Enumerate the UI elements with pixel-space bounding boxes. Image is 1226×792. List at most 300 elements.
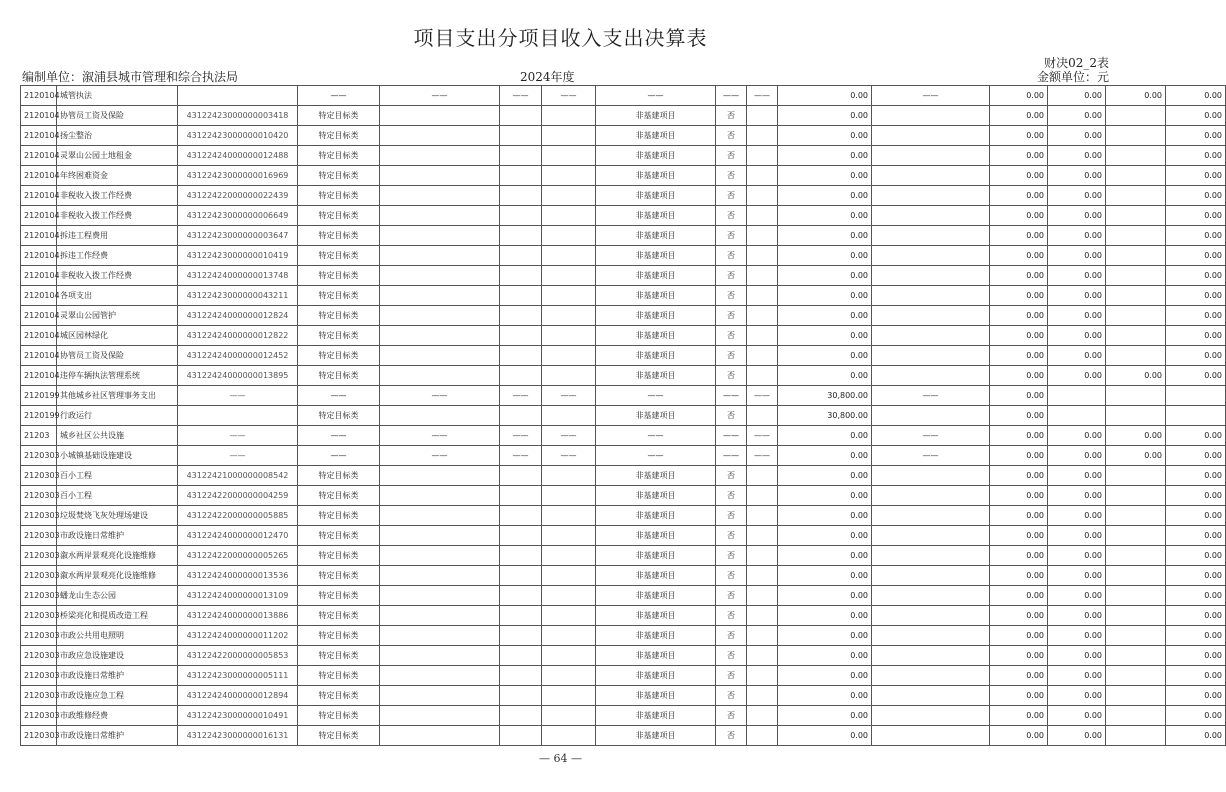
row-dash [747, 146, 778, 166]
row-value: 0.00 [990, 146, 1048, 166]
row-category: 特定目标类 [298, 686, 380, 706]
row-dash [747, 106, 778, 126]
row-dash [747, 546, 778, 566]
reporting-unit: 编制单位：溆浦县城市管理和综合执法局 [22, 70, 239, 84]
row-dash [747, 266, 778, 286]
row-amount: 0.00 [778, 446, 872, 466]
row-value [1106, 706, 1166, 726]
row-dash [380, 346, 500, 366]
row-code: 2120199 [21, 406, 57, 426]
table-row [21, 226, 1226, 246]
table-row [21, 686, 1226, 706]
row-dash [500, 366, 542, 386]
row-dash [747, 346, 778, 366]
row-dash [380, 706, 500, 726]
row-dash [500, 646, 542, 666]
row-dash [747, 306, 778, 326]
row-name: 百小工程 [57, 486, 178, 506]
row-amount: 0.00 [778, 346, 872, 366]
expenditure-table [20, 85, 1226, 746]
row-dash [542, 166, 596, 186]
row-code: 2120303 [21, 546, 57, 566]
row-dash [380, 306, 500, 326]
row-value: 0.00 [1166, 586, 1226, 606]
row-dash [500, 206, 542, 226]
table-row [21, 426, 1226, 446]
row-flag: 否 [716, 706, 747, 726]
row-category: —— [298, 426, 380, 446]
row-value: 0.00 [1048, 246, 1106, 266]
row-name: 年终困难资金 [57, 166, 178, 186]
row-value: 0.00 [1166, 726, 1226, 746]
row-name: 非税收入拨工作经费 [57, 206, 178, 226]
table-row [21, 266, 1226, 286]
row-project-id: 43122423000000003418 [178, 106, 298, 126]
row-project-id: 43122424000000013886 [178, 606, 298, 626]
row-dash [872, 646, 990, 666]
row-dash [380, 486, 500, 506]
row-value [1106, 146, 1166, 166]
row-dash [872, 666, 990, 686]
row-category: 特定目标类 [298, 126, 380, 146]
row-dash [542, 226, 596, 246]
row-project-id: 43122423000000010491 [178, 706, 298, 726]
row-value [1106, 566, 1166, 586]
row-project-type: 非基建项目 [596, 246, 716, 266]
row-category: —— [298, 86, 380, 106]
row-dash [747, 466, 778, 486]
row-code: 2120303 [21, 586, 57, 606]
row-project-id: —— [178, 446, 298, 466]
row-dash [872, 626, 990, 646]
row-dash [747, 286, 778, 306]
row-project-type: 非基建项目 [596, 206, 716, 226]
table-row [21, 486, 1226, 506]
row-code: 2120303 [21, 486, 57, 506]
row-value: 0.00 [1166, 706, 1226, 726]
row-code: 2120104 [21, 286, 57, 306]
row-value [1106, 546, 1166, 566]
row-name: 百小工程 [57, 466, 178, 486]
row-value: 0.00 [1048, 146, 1106, 166]
row-value: 0.00 [1048, 286, 1106, 306]
row-code: 2120303 [21, 726, 57, 746]
row-code: 2120104 [21, 306, 57, 326]
row-code: 2120104 [21, 86, 57, 106]
row-name: 违停车辆执法管理系统 [57, 366, 178, 386]
row-code: 2120303 [21, 526, 57, 546]
row-value: 0.00 [1166, 366, 1226, 386]
row-project-id: 43122422000000005853 [178, 646, 298, 666]
row-amount: 0.00 [778, 186, 872, 206]
row-dash: —— [542, 386, 596, 406]
row-value [1166, 386, 1226, 406]
row-amount: 0.00 [778, 426, 872, 446]
row-amount: 0.00 [778, 86, 872, 106]
row-flag: 否 [716, 666, 747, 686]
row-dash: —— [500, 426, 542, 446]
row-dash [872, 206, 990, 226]
row-dash [380, 646, 500, 666]
row-amount: 0.00 [778, 266, 872, 286]
row-project-type: 非基建项目 [596, 106, 716, 126]
row-dash [872, 706, 990, 726]
row-value: 0.00 [990, 606, 1048, 626]
row-dash [872, 326, 990, 346]
table-row [21, 726, 1226, 746]
row-dash [747, 706, 778, 726]
row-dash [872, 546, 990, 566]
row-project-id: 43122422000000005885 [178, 506, 298, 526]
row-value: 0.00 [1166, 326, 1226, 346]
row-value: 0.00 [1048, 86, 1106, 106]
row-amount: 0.00 [778, 246, 872, 266]
row-flag: 否 [716, 266, 747, 286]
row-dash [500, 626, 542, 646]
row-dash [380, 466, 500, 486]
row-project-type: —— [596, 86, 716, 106]
row-code: 2120104 [21, 226, 57, 246]
row-code: 2120303 [21, 566, 57, 586]
row-dash [380, 506, 500, 526]
row-code: 2120104 [21, 346, 57, 366]
row-dash [747, 506, 778, 526]
row-code: 2120104 [21, 166, 57, 186]
row-amount: 0.00 [778, 626, 872, 646]
row-name: 协管员工资及保险 [57, 346, 178, 366]
row-dash [542, 546, 596, 566]
row-amount: 0.00 [778, 546, 872, 566]
row-value: 0.00 [1166, 486, 1226, 506]
row-dash: —— [500, 86, 542, 106]
row-amount: 0.00 [778, 466, 872, 486]
row-dash [380, 586, 500, 606]
row-value [1106, 646, 1166, 666]
row-dash [747, 526, 778, 546]
row-value: 0.00 [990, 306, 1048, 326]
row-value: 0.00 [990, 706, 1048, 726]
row-amount: 0.00 [778, 586, 872, 606]
row-project-type: 非基建项目 [596, 326, 716, 346]
row-flag: 否 [716, 206, 747, 226]
row-dash: —— [872, 426, 990, 446]
table-row [21, 206, 1226, 226]
row-project-type: 非基建项目 [596, 126, 716, 146]
row-value: 0.00 [990, 666, 1048, 686]
row-dash [542, 566, 596, 586]
row-value: 0.00 [1166, 546, 1226, 566]
row-flag: 否 [716, 226, 747, 246]
row-dash [542, 286, 596, 306]
row-project-type: 非基建项目 [596, 306, 716, 326]
row-value: 0.00 [990, 686, 1048, 706]
row-value: 0.00 [1048, 426, 1106, 446]
row-dash [747, 566, 778, 586]
row-dash [872, 146, 990, 166]
row-category: 特定目标类 [298, 406, 380, 426]
table-row [21, 666, 1226, 686]
row-dash [380, 666, 500, 686]
row-value: 0.00 [1166, 146, 1226, 166]
row-project-id: 43122424000000012894 [178, 686, 298, 706]
row-project-id: 43122424000000013536 [178, 566, 298, 586]
row-dash [500, 166, 542, 186]
row-name: 行政运行 [57, 406, 178, 426]
row-value: 0.00 [990, 266, 1048, 286]
row-dash [542, 146, 596, 166]
row-name: 桥梁亮化和提质改造工程 [57, 606, 178, 626]
row-dash [872, 286, 990, 306]
row-dash [872, 606, 990, 626]
table-row [21, 126, 1226, 146]
row-category: 特定目标类 [298, 366, 380, 386]
row-flag: 否 [716, 726, 747, 746]
row-category: 特定目标类 [298, 546, 380, 566]
row-flag: 否 [716, 166, 747, 186]
row-dash [380, 726, 500, 746]
row-dash [380, 626, 500, 646]
row-dash: —— [380, 426, 500, 446]
row-value: 0.00 [1048, 446, 1106, 466]
row-name: 小城镇基础设施建设 [57, 446, 178, 466]
row-name: 协管员工资及保险 [57, 106, 178, 126]
row-project-id: 43122423000000006649 [178, 206, 298, 226]
row-value: 0.00 [1166, 626, 1226, 646]
row-dash [500, 586, 542, 606]
row-project-type: 非基建项目 [596, 526, 716, 546]
table-row [21, 586, 1226, 606]
row-project-id: 43122424000000012470 [178, 526, 298, 546]
row-value: 0.00 [1048, 206, 1106, 226]
row-dash [380, 126, 500, 146]
row-flag: 否 [716, 286, 747, 306]
row-value [1106, 286, 1166, 306]
row-dash: —— [747, 426, 778, 446]
row-code: 2120104 [21, 206, 57, 226]
row-value: 0.00 [990, 406, 1048, 426]
row-project-type: 非基建项目 [596, 626, 716, 646]
row-flag: 否 [716, 566, 747, 586]
row-dash [872, 246, 990, 266]
row-project-type: 非基建项目 [596, 186, 716, 206]
row-dash [500, 346, 542, 366]
row-category: 特定目标类 [298, 726, 380, 746]
row-value: 0.00 [1166, 686, 1226, 706]
row-value: 0.00 [990, 446, 1048, 466]
row-project-type: 非基建项目 [596, 726, 716, 746]
row-flag: 否 [716, 406, 747, 426]
row-dash [747, 126, 778, 146]
row-amount: 0.00 [778, 686, 872, 706]
row-name: 市政设施日常维护 [57, 726, 178, 746]
row-category: 特定目标类 [298, 526, 380, 546]
row-amount: 0.00 [778, 146, 872, 166]
row-name: 拆违工程费用 [57, 226, 178, 246]
row-category: 特定目标类 [298, 186, 380, 206]
row-dash [380, 206, 500, 226]
row-dash [747, 186, 778, 206]
row-project-type: 非基建项目 [596, 266, 716, 286]
table-row [21, 386, 1226, 406]
table-row [21, 346, 1226, 366]
row-dash [872, 126, 990, 146]
row-dash [747, 726, 778, 746]
row-flag: 否 [716, 306, 747, 326]
row-dash: —— [380, 446, 500, 466]
row-dash [542, 626, 596, 646]
row-dash [380, 366, 500, 386]
row-flag: —— [716, 86, 747, 106]
row-project-type: 非基建项目 [596, 606, 716, 626]
row-value: 0.00 [1048, 186, 1106, 206]
row-value: 0.00 [1048, 126, 1106, 146]
row-value: 0.00 [1166, 246, 1226, 266]
row-dash [872, 686, 990, 706]
row-dash: —— [380, 386, 500, 406]
row-dash [542, 646, 596, 666]
row-flag: 否 [716, 526, 747, 546]
row-dash: —— [380, 86, 500, 106]
row-name: 拆违工作经费 [57, 246, 178, 266]
row-project-id: 43122424000000012452 [178, 346, 298, 366]
row-dash [747, 486, 778, 506]
row-value: 0.00 [1048, 686, 1106, 706]
row-value: 0.00 [990, 626, 1048, 646]
row-value [1106, 466, 1166, 486]
row-dash [542, 366, 596, 386]
row-project-id: 43122424000000013748 [178, 266, 298, 286]
row-dash [542, 246, 596, 266]
row-dash [380, 606, 500, 626]
row-value [1048, 406, 1106, 426]
row-dash [500, 706, 542, 726]
row-value: 0.00 [1106, 366, 1166, 386]
table-row [21, 86, 1226, 106]
row-value [1106, 226, 1166, 246]
row-value [1106, 346, 1166, 366]
row-value [1106, 106, 1166, 126]
row-amount: 0.00 [778, 286, 872, 306]
row-dash [872, 166, 990, 186]
row-value: 0.00 [1048, 546, 1106, 566]
row-project-type: 非基建项目 [596, 346, 716, 366]
row-value: 0.00 [1048, 646, 1106, 666]
row-dash [500, 726, 542, 746]
row-project-id: 43122423000000010419 [178, 246, 298, 266]
row-value [1106, 486, 1166, 506]
row-amount: 0.00 [778, 726, 872, 746]
row-category: 特定目标类 [298, 266, 380, 286]
row-dash: —— [872, 86, 990, 106]
row-flag: 否 [716, 126, 747, 146]
row-category: 特定目标类 [298, 666, 380, 686]
row-value: 0.00 [990, 566, 1048, 586]
row-dash [747, 406, 778, 426]
table-row [21, 626, 1226, 646]
row-value [1106, 726, 1166, 746]
row-value: 0.00 [1166, 446, 1226, 466]
row-dash [500, 146, 542, 166]
row-value: 0.00 [1166, 226, 1226, 246]
row-value: 0.00 [1048, 166, 1106, 186]
row-dash [500, 306, 542, 326]
form-number: 财决02_2表 [1044, 56, 1109, 70]
row-code: 2120303 [21, 686, 57, 706]
row-code: 2120303 [21, 506, 57, 526]
row-dash [747, 166, 778, 186]
row-value: 0.00 [1048, 466, 1106, 486]
row-name: 各项支出 [57, 286, 178, 306]
row-dash: —— [747, 446, 778, 466]
row-dash [500, 406, 542, 426]
row-dash [872, 526, 990, 546]
row-dash [500, 686, 542, 706]
table-row [21, 466, 1226, 486]
row-project-id: —— [178, 426, 298, 446]
row-project-id: —— [178, 386, 298, 406]
row-dash [872, 226, 990, 246]
row-dash [872, 186, 990, 206]
row-project-id: 43122423000000005111 [178, 666, 298, 686]
row-category: 特定目标类 [298, 466, 380, 486]
row-value: 0.00 [990, 586, 1048, 606]
row-category: 特定目标类 [298, 586, 380, 606]
row-project-type: 非基建项目 [596, 586, 716, 606]
row-project-type: 非基建项目 [596, 286, 716, 306]
row-value [1106, 666, 1166, 686]
row-value: 0.00 [990, 346, 1048, 366]
row-amount: 0.00 [778, 126, 872, 146]
row-project-id: 43122423000000016131 [178, 726, 298, 746]
row-value: 0.00 [1048, 526, 1106, 546]
row-flag: —— [716, 426, 747, 446]
row-value [1048, 386, 1106, 406]
row-value [1106, 686, 1166, 706]
row-category: 特定目标类 [298, 206, 380, 226]
row-dash [542, 206, 596, 226]
row-amount: 0.00 [778, 526, 872, 546]
row-value: 0.00 [1166, 466, 1226, 486]
row-project-type: 非基建项目 [596, 466, 716, 486]
row-code: 2120303 [21, 666, 57, 686]
row-dash [872, 726, 990, 746]
table-row [21, 526, 1226, 546]
row-value: 0.00 [990, 186, 1048, 206]
row-value: 0.00 [1166, 646, 1226, 666]
row-project-type: 非基建项目 [596, 546, 716, 566]
table-row [21, 166, 1226, 186]
row-value: 0.00 [1166, 86, 1226, 106]
row-value [1106, 626, 1166, 646]
row-amount: 0.00 [778, 606, 872, 626]
row-project-type: 非基建项目 [596, 166, 716, 186]
row-dash [747, 206, 778, 226]
row-dash [380, 166, 500, 186]
row-amount: 0.00 [778, 106, 872, 126]
row-name: 市政公共用电照明 [57, 626, 178, 646]
row-flag: 否 [716, 186, 747, 206]
table-row [21, 506, 1226, 526]
row-category: 特定目标类 [298, 506, 380, 526]
row-dash: —— [872, 446, 990, 466]
row-value: 0.00 [1166, 506, 1226, 526]
row-value: 0.00 [1166, 186, 1226, 206]
row-dash [747, 246, 778, 266]
row-dash [542, 666, 596, 686]
row-dash [542, 466, 596, 486]
table-row [21, 606, 1226, 626]
row-dash [542, 306, 596, 326]
